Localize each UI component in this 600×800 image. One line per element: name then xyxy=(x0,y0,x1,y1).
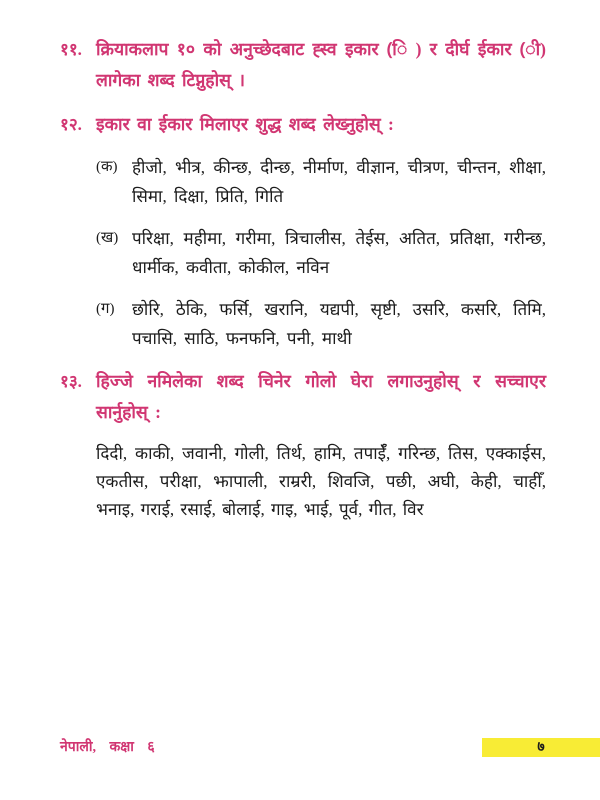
sub-item-ga xyxy=(96,295,546,353)
sub-item-marker: (ख) xyxy=(96,230,119,246)
word-list: छोरि, ठेकि, फर्सि, खरानि, यद्यपी, सृष्टी, उसरि, कसरि, तिमि, पचासि, साठि, फनफनि, पनी, माथी xyxy=(132,300,546,348)
sub-item-ka xyxy=(96,153,546,211)
page-footer xyxy=(0,738,600,757)
item-number: ११. xyxy=(60,40,82,59)
item-body xyxy=(96,366,546,524)
word-list: दिदी, काकी, जवानी, गोली, तिर्थ, हामि, तपाईँ, गरिन्छ, तिस, एक्काईस, एकतीस, परीक्षा, झापाली, राम्ररी, शिवजि, पछी, अघी, केही, चाहीँ, भनाइ, गराई, रसाई, बोलाई, गाइ, भाई, पूर्व, गीत, विर xyxy=(96,444,546,519)
item-heading: क्रियाकलाप १० को अनुच्छेदबाट ह्स्व इकार (ि ) र दीर्घ ईकार (ी) लागेका शब्द टिप्नुहोस् । xyxy=(96,39,546,90)
word-list: हीजो, भीत्र, कीन्छ, दीन्छ, नीर्माण, वीज्ञान, चीत्रण, चीन्तन, शीक्षा, सिमा, दिक्षा, प्रिति, गिति xyxy=(132,158,546,206)
page-content xyxy=(60,34,546,524)
sub-item-marker: (ग) xyxy=(96,301,115,317)
sub-item-kha xyxy=(96,224,546,282)
item-body xyxy=(96,109,546,353)
item-heading: हिज्जे नमिलेका शब्द चिनेर गोलो घेरा लगाउनुहोस् र सच्चाएर सार्नुहोस् : xyxy=(96,371,546,422)
book-title-label: नेपाली, कक्षा ६ xyxy=(60,740,155,755)
page-number-highlight xyxy=(482,738,600,757)
word-list: परिक्षा, महीमा, गरीमा, त्रिचालीस, तेईस, अतित, प्रतिक्षा, गरीन्छ, धार्मीक, कवीता, कोकील, नविन xyxy=(132,229,546,277)
item-number: १३. xyxy=(60,372,82,391)
exercise-item-13 xyxy=(60,366,546,524)
item-body xyxy=(96,34,546,96)
item-number: १२. xyxy=(60,115,82,134)
page-number: ७ xyxy=(537,740,545,755)
exercise-item-11 xyxy=(60,34,546,96)
exercise-item-12 xyxy=(60,109,546,353)
item-heading: इकार वा ईकार मिलाएर शुद्ध शब्द लेख्नुहोस् : xyxy=(96,114,394,134)
sub-item-marker: (क) xyxy=(96,159,118,175)
